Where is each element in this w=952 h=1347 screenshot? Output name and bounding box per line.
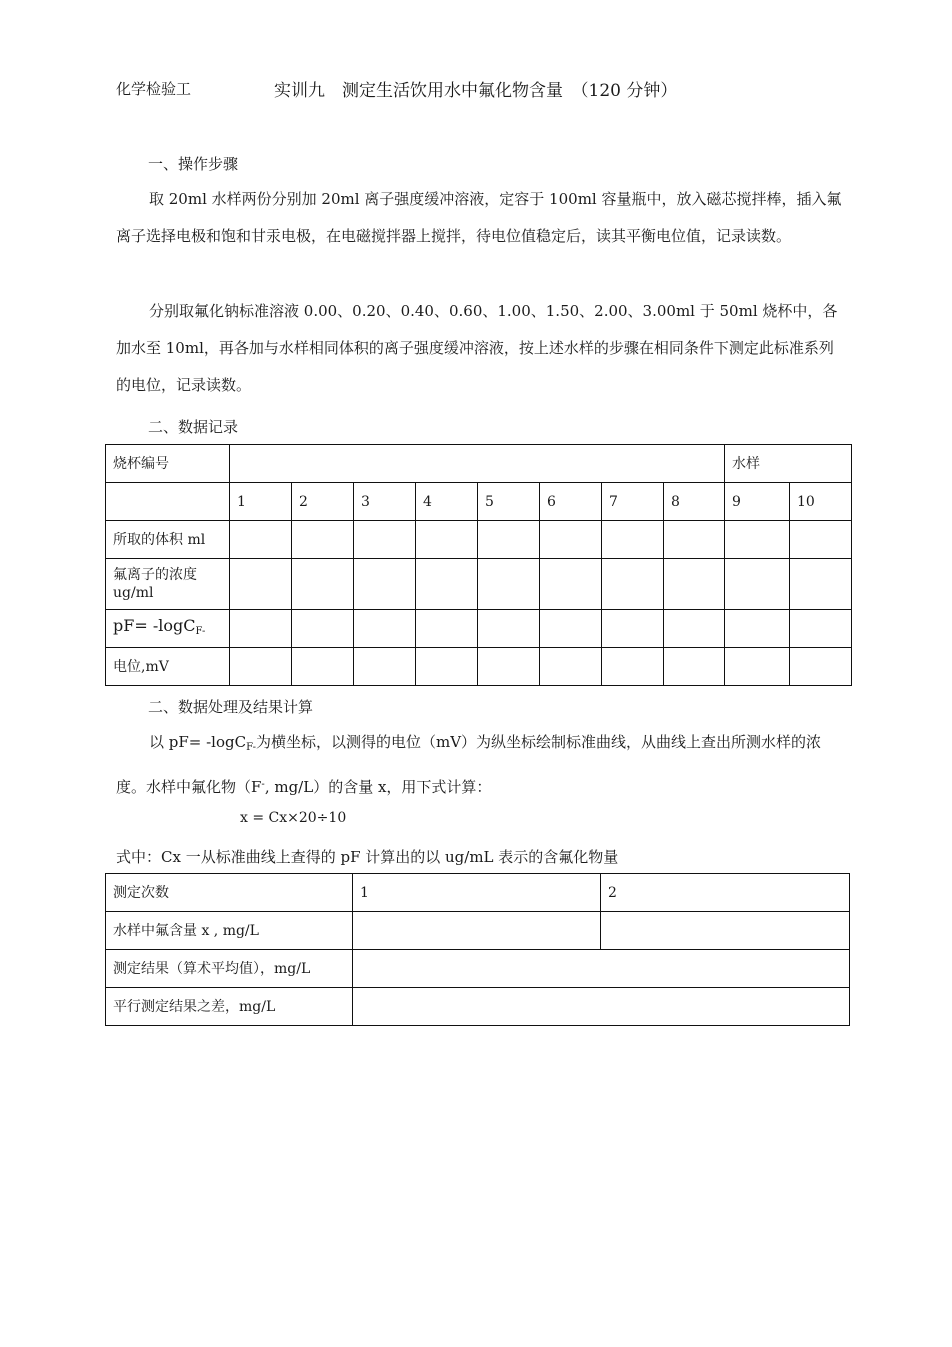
paragraph-water-sample-procedure: 取 20ml 水样两份分别加 20ml 离子强度缓冲溶液，定容于 100ml 容量瓶中，放入磁芯搅拌棒，插入氟离子选择电极和饱和甘汞电极，在电磁搅拌器上搅拌，待电位值稳定后，读其平衡电位值，记录读数。 <box>116 190 842 245</box>
table-row <box>106 521 852 559</box>
table-row <box>106 988 850 1026</box>
calc-text-c: , mg/L）的含量 x，用下式计算： <box>264 778 492 796</box>
row-label-parallel-difference: 平行测定结果之差，mg/L <box>106 988 353 1026</box>
beaker-number: 3 <box>354 483 416 521</box>
table-row <box>106 648 852 686</box>
trial-number: 1 <box>353 874 601 912</box>
row-label-trial: 测定次数 <box>106 874 353 912</box>
beaker-number: 10 <box>790 483 852 521</box>
calc-superscript: - <box>261 779 265 790</box>
row-label-pf <box>106 610 230 648</box>
section-heading-steps: 一、操作步骤 <box>148 155 239 173</box>
trial-number: 2 <box>601 874 850 912</box>
beaker-number: 1 <box>230 483 292 521</box>
table-cell <box>230 445 725 483</box>
table-cell <box>106 483 230 521</box>
beaker-number: 6 <box>540 483 602 521</box>
header-category: 化学检验工 <box>116 80 192 98</box>
calc-subscript: F- <box>246 742 256 753</box>
concentration-label-line2: ug/ml <box>113 585 154 601</box>
table-row <box>106 559 852 610</box>
beaker-number: 8 <box>664 483 725 521</box>
water-sample-label: 水样 <box>725 445 852 483</box>
beaker-number: 2 <box>292 483 354 521</box>
row-label-potential: 电位,mV <box>106 648 230 686</box>
table-row <box>106 610 852 648</box>
beaker-number: 4 <box>416 483 478 521</box>
row-label-fluoride-content: 水样中氟含量 x , mg/L <box>106 912 353 950</box>
table-row <box>106 912 850 950</box>
concentration-label-line1: 氟离子的浓度 <box>113 567 197 583</box>
table-row <box>106 874 850 912</box>
beaker-number-label: 烧杯编号 <box>106 445 230 483</box>
paragraph-standard-series-procedure: 分别取氟化钠标准溶液 0.00、0.20、0.40、0.60、1.00、1.50、2.00、3.00ml 于 50ml 烧杯中，各加水至 10ml，再各加与水样相同体积的离子强度缓冲溶液，按上述水样的步骤在相同条件下测定此标准系列的电位，记录读数。 <box>116 302 838 394</box>
pf-formula: pF= -logC <box>113 615 196 635</box>
formula-note: 式中：Cx 一从标准曲线上查得的 pF 计算出的以 ug/mL 表示的含氟化物量 <box>116 848 619 866</box>
row-label-volume: 所取的体积 ml <box>106 521 230 559</box>
beaker-number: 9 <box>725 483 790 521</box>
calc-text-b: 为横坐标，以测得的电位（mV）为纵坐标绘制标准曲线，从曲线上查出所测水样的浓度。水样中氟化物（F <box>116 733 822 796</box>
calc-text-a: 以 pF= -logC <box>149 733 247 751</box>
results-table <box>105 873 850 1026</box>
section-heading-calculation: 二、数据处理及结果计算 <box>148 698 314 716</box>
table-row <box>106 950 850 988</box>
document-title: 实训九 测定生活饮用水中氟化物含量 （120 分钟） <box>274 81 678 101</box>
paragraph-calculation <box>116 724 846 806</box>
row-label-concentration <box>106 559 230 610</box>
formula: x = Cx×20÷10 <box>240 810 347 826</box>
pf-formula-subscript: F- <box>195 625 206 637</box>
beaker-number: 5 <box>478 483 540 521</box>
table-row <box>106 445 852 483</box>
section-heading-data-record: 二、数据记录 <box>148 418 239 436</box>
data-record-table <box>105 444 852 686</box>
beaker-number: 7 <box>602 483 664 521</box>
table-row <box>106 483 852 521</box>
row-label-mean-result: 测定结果（算术平均值），mg/L <box>106 950 353 988</box>
